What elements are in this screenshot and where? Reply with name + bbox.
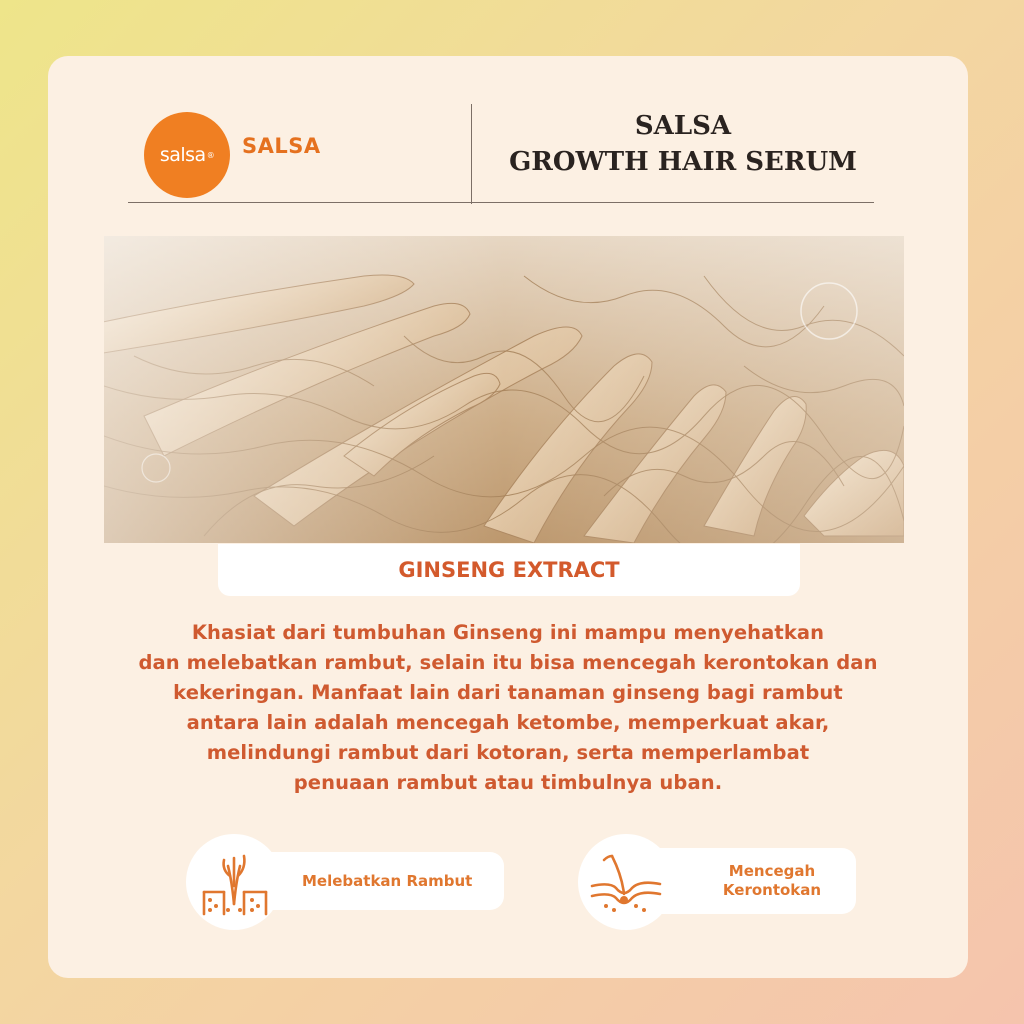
description-line: Khasiat dari tumbuhan Ginseng ini mampu menyehatkan xyxy=(191,621,825,644)
description-line: antara lain adalah mencegah ketombe, memperkuat akar, xyxy=(186,711,830,734)
brand-name: SALSA xyxy=(242,134,321,158)
product-card xyxy=(48,56,968,978)
feature-label-line2: Kerontokan xyxy=(722,881,822,899)
header-vertical-divider xyxy=(471,104,472,204)
ingredient-label: GINSENG EXTRACT xyxy=(218,544,800,596)
product-title xyxy=(486,108,880,180)
registered-mark: ® xyxy=(206,150,215,160)
feature-melebatkan xyxy=(186,828,506,938)
product-title-line2: GROWTH HAIR SERUM xyxy=(509,147,857,177)
ingredient-description xyxy=(68,618,948,798)
hair-follicle-icon xyxy=(586,842,666,922)
product-title-line1: SALSA xyxy=(634,111,732,141)
hair-growth-icon xyxy=(194,842,274,922)
ginseng-photo xyxy=(104,236,904,543)
feature-label-line1: Mencegah xyxy=(728,862,816,880)
feature-pill xyxy=(246,852,504,910)
description-line: dan melebatkan rambut, selain itu bisa mencegah kerontokan dan xyxy=(138,651,878,674)
feature-label: Melebatkan Rambut xyxy=(302,872,473,890)
brand-logo-text: salsa xyxy=(159,144,206,166)
feature-mencegah xyxy=(578,828,878,938)
header-divider xyxy=(128,202,874,203)
description-line: melindungi rambut dari kotoran, serta memperlambat xyxy=(206,741,810,764)
description-line: kekeringan. Manfaat lain dari tanaman ginseng bagi rambut xyxy=(173,681,843,704)
brand-logo xyxy=(144,112,230,198)
description-line: penuaan rambut atau timbulnya uban. xyxy=(293,771,723,794)
